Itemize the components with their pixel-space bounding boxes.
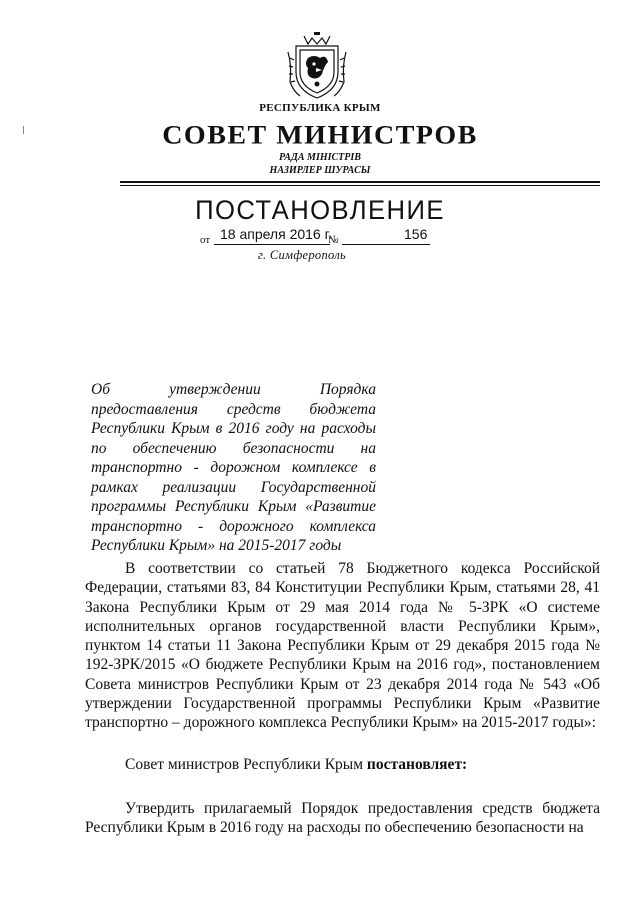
- document-type-heading: ПОСТАНОВЛЕНИЕ: [195, 195, 445, 225]
- decree-line: [85, 755, 600, 774]
- number-label: №: [328, 234, 339, 246]
- resolution-date: 18 апреля 2016 г.: [220, 226, 332, 242]
- date-number-row: [200, 226, 440, 248]
- council-name-crimean-tatar: НАЗИРЛЕР ШУРАСЫ: [269, 165, 371, 176]
- council-name-ukrainian: РАДА МІНІСТРІВ: [279, 152, 361, 163]
- crimea-coat-of-arms-icon: [286, 32, 348, 102]
- republic-name: РЕСПУБЛИКА КРЫМ: [259, 102, 381, 114]
- preamble-paragraph: В соответствии со статьей 78 Бюджетного кодекса Российской Федерации, статьями 83, 84 Конституции Республики Крым, статьями 28, 41 Закона Республики Крым от 29 мая 2014 года № 5-ЗРК «О системе исполнительных органов государственной власти Республики Крым», пунктом 14 статьи 11 Закона Республики Крым от 29 декабря 2015 года № 192-ЗРК/2015 «О бюджете Республики Крым на 2016 год», постановлением Совета министров Республики Крым от 23 декабря 2014 года № 543 «Об утверждении Государственной программы Республики Крым «Развитие транспортно – дорожного комплекса Республики Крым» на 2015-2017 годы»:: [85, 560, 600, 732]
- date-underline: [214, 244, 330, 245]
- header-rule-thin: [120, 185, 600, 186]
- council-name: СОВЕТ МИНИСТРОВ: [162, 120, 478, 151]
- resolution-number: 156: [404, 226, 428, 242]
- resolution-title: Об утверждении Порядка предоставления средств бюджета Республики Крым в 2016 году на расходы по обеспечению безопасности на транспортно - дорожном комплексе в рамках реализации Государственной программы Республики Крым «Развитие транспортно - дорожного комплекса Республики Крым» на 2015-2017 годы: [91, 381, 376, 554]
- decision-paragraph: Утвердить прилагаемый Порядок предоставления средств бюджета Республики Крым в 2016 году на расходы по обеспечению безопасности на: [85, 800, 600, 837]
- decree-verb: постановляет:: [366, 756, 468, 773]
- number-underline: [342, 244, 430, 245]
- header-rule-thick: [120, 181, 600, 183]
- decree-prefix: Совет министров Республики Крым: [125, 756, 367, 773]
- document-body: [85, 559, 600, 837]
- date-from-label: от: [200, 234, 211, 246]
- issue-city: г. Симферополь: [258, 248, 346, 262]
